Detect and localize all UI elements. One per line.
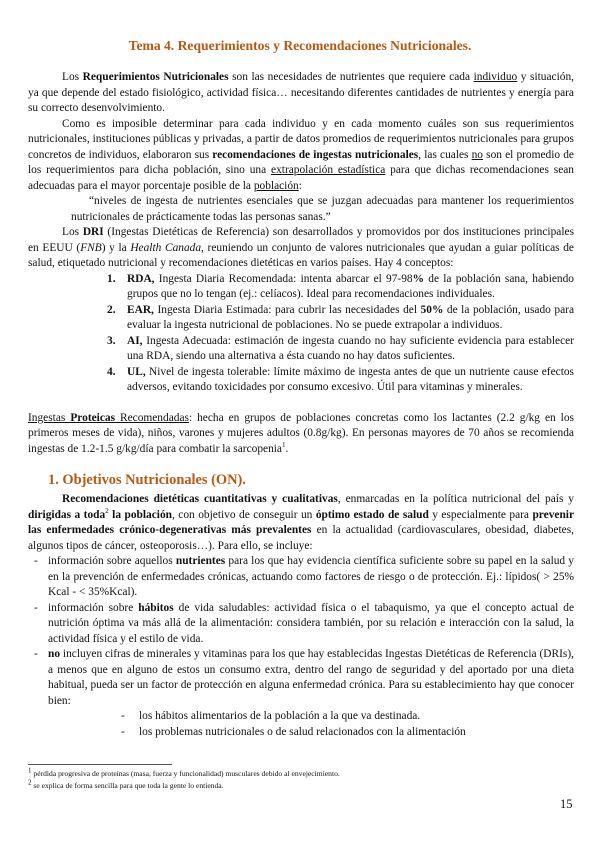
dash-marker: -: [34, 601, 38, 614]
bold-term: Requerimientos Nutricionales: [82, 71, 229, 83]
list-item: [28, 725, 574, 741]
footnote-mark: 1: [28, 766, 32, 775]
underlined-heading: [28, 412, 189, 424]
text-run: información sobre aquellos: [48, 555, 176, 567]
list-item: [28, 554, 574, 601]
text-run: los problemas nutricionales o de salud relacionados con la alimentación: [139, 725, 466, 738]
bold-term: hábitos: [138, 601, 174, 614]
dri-list: [28, 272, 574, 396]
dash-marker: -: [121, 710, 125, 722]
bold-term: no: [48, 648, 61, 660]
underlined-term: extrapolación estadística: [271, 164, 386, 176]
definition-quote: “niveles de ingesta de nutrientes esenciales que se juzgan adecuadas para mantener los requerimientos nutricionales de prácticamente todas las personas sanas.”: [71, 195, 574, 223]
dri-item: [28, 303, 574, 334]
footnote-text: pérdida progresiva de proteínas (masa, fuerza y funcionalidad) musculares debido al envejecimiento.: [31, 769, 340, 778]
protein-paragraph: [28, 411, 574, 458]
dash-marker: -: [34, 555, 38, 567]
bold-term: óptimo estado de salud: [315, 508, 429, 521]
text-run: Nivel de ingesta tolerable: límite máximo de ingesta antes de que un nutriente cause efectos adversos, evitando toxicidades por consumo excesivo. Útil para vitaminas y minerales.: [127, 365, 574, 393]
dri-item: [28, 334, 574, 365]
text-run: en la actualidad (cardiovasculares, obesidad, diabetes, algunos tipos de cáncer, osteoporosis…). Para ello, se incluye:: [28, 524, 574, 552]
underlined-term: no: [471, 148, 483, 161]
dri-item: [28, 272, 574, 303]
text-run: , con objetivo de conseguir un: [171, 508, 316, 521]
text-run: , reuniendo un conjunto de valores nutricionales que ayudan a guiar políticas de salud, etiquetado nutricional y recomendaciones dietéticas en varios países. Hay 4 conceptos:: [28, 241, 574, 269]
text-run: de la población sana, habiendo grupos que no lo tengan (ej.: celíacos). Ideal para recomendaciones individuales.: [127, 272, 575, 300]
text-run: información sobre: [48, 601, 139, 614]
text-run: son el promedio de los requerimientos para dicha población, sino una: [28, 148, 574, 176]
list-item: [28, 601, 574, 648]
dash-marker: -: [34, 648, 38, 660]
list-item: [28, 709, 574, 725]
page-title: Tema 4. Requerimientos y Recomendaciones Nutricionales.: [128, 38, 472, 53]
footnote: [28, 768, 574, 780]
text-run: Los: [62, 71, 83, 83]
footnotes: [28, 768, 574, 791]
text-run: son las necesidades de nutrientes que requiere cada: [228, 71, 474, 83]
dri-item: [28, 365, 574, 396]
document-body: [28, 70, 574, 740]
dri-abbr: UL,: [127, 365, 146, 378]
text-run: incluyen cifras de minerales y vitaminas para los que hay establecidas Ingestas Dietéticas de Referencia (DRIs), a menos que en alguno de estos un consumo extra, dentro del rango de seguridad y del aportado por una dieta habitual, pueda ser un factor de protección en alguna enfermedad crónica. Para su establecimiento hay que conocer bien:: [48, 648, 574, 707]
underlined-term: individuo: [473, 71, 518, 83]
intro-paragraph: [28, 70, 574, 117]
section-number: 1.: [48, 472, 59, 488]
text-run: para los que hay evidencia científica suficiente sobre su papel en la salud y en la prevención de enfermedades crónicas, actuando como factores de riesgo o de protección. Ej.: lípidos( > 25% Kcal - < 35%Kcal).: [48, 555, 575, 598]
spacer: [28, 396, 574, 411]
section-heading: [48, 470, 574, 490]
footnote-divider: [28, 764, 172, 765]
text-run: , las cuales: [418, 148, 472, 161]
section-title: Objetivos Nutricionales (ON).: [62, 472, 246, 488]
dri-abbr: AI,: [127, 334, 143, 347]
text-run: : hecha en grupos de poblaciones concretas como los lactantes (2.2 g/kg en los primeros meses de vida), niños, varones y mujeres adultos (0.8g/kg). En personas mayores de 70 años se recomienda ingestas de 1.2-1.5 g/kg/día para combatir la sarcopenia: [28, 411, 574, 455]
text-run: Como es imposible determinar para cada individuo y en cada momento cuáles son sus requerimientos nutricionales, instituciones públicas y privadas, a partir de datos promedios de requerimientos nutricionales para grupos concretos de individuos, elaboraron sus: [28, 117, 574, 161]
text-run: Ingestas: [28, 411, 71, 424]
text-run: , enmarcadas en la política nutricional del país y: [337, 493, 574, 505]
footnote-text: se explica de forma sencilla para que toda la gente lo entienda.: [31, 780, 224, 790]
bold-term: %: [412, 272, 425, 285]
text-run: de vida saludables: actividad física o el tabaquismo, ya que el concepto actual de nutrición óptima va más allá de la alimentación: considera también, por su relación e interacción con la salud, la actividad física y el estilo de vida.: [48, 601, 574, 645]
text-run: los hábitos alimentarios de la población a la que va destinada.: [139, 710, 421, 722]
dri-paragraph: [28, 225, 574, 272]
requirements-sublist: [28, 709, 574, 740]
text-run: y situación, ya que depende del estado fisiológico, actividad física… necesitando diferentes cantidades de nutrientes y energía para su correcto desenvolvimiento.: [28, 71, 574, 114]
underlined-term: población: [253, 179, 299, 192]
text-run: (Ingestas Dietéticas de Referencia) son desarrollados y promovidos por dos instituciones principales en EEUU (: [28, 226, 575, 254]
dri-abbr: EAR,: [127, 303, 154, 316]
list-item: [28, 647, 574, 709]
footnote-ref[interactable]: 2: [105, 506, 109, 515]
bold-term: dirigidas a toda: [28, 508, 106, 521]
footnote-ref[interactable]: 1: [282, 440, 286, 449]
list-number: 4.: [107, 365, 116, 378]
footnote: [28, 777, 574, 792]
bold-term: Proteicas: [70, 411, 116, 424]
objectives-paragraph: [28, 492, 574, 554]
text-run: y especialmente para: [428, 508, 533, 521]
bold-term: 50%: [420, 303, 444, 316]
dri-abbr: RDA,: [127, 272, 155, 285]
text-run: Los: [62, 226, 83, 238]
bold-term: nutrientes: [175, 555, 226, 567]
text-run: :: [298, 179, 302, 192]
text-run: Ingesta Adecuada: estimación de ingesta cuando no hay suficiente evidencia para establecer una RDA, siendo una alternativa a ésta cuando no hay datos suficientes.: [127, 334, 574, 362]
list-number: 2.: [107, 303, 116, 316]
dash-marker: -: [121, 725, 125, 738]
footnote-mark: 2: [28, 777, 32, 786]
bold-term: DRI: [82, 226, 104, 238]
text-run: de la población, usado para evaluar la ingesta nutricional de poblaciones. No se puede extrapolar a individuos.: [127, 303, 574, 331]
text-run: para que dichas recomendaciones sean adecuadas para el mayor porcentaje posible de la: [28, 164, 575, 192]
page-number: 15: [560, 797, 573, 811]
bold-term: la población: [108, 508, 172, 521]
italic-term: Health Canada: [130, 241, 202, 254]
text-run: Ingesta Diaria Estimada: para cubrir las necesidades del: [153, 303, 421, 316]
italic-term: FNB: [80, 241, 102, 254]
recommendations-paragraph: [28, 117, 574, 195]
objectives-list: [28, 554, 574, 709]
text-run: .: [285, 442, 289, 455]
bold-term: Recomendaciones dietéticas cuantitativas y cualitativas: [62, 493, 338, 505]
list-number: 3.: [107, 334, 116, 347]
text-run: Ingesta Diaria Recomendada: intenta abarcar el 97-98: [154, 272, 413, 285]
text-run: ) y la: [101, 241, 131, 254]
bold-term: prevenir las enfermedades crónico-degenerativas más prevalentes: [28, 508, 575, 536]
bold-term: recomendaciones de ingestas nutricionales: [212, 148, 419, 161]
text-run: Recomendadas: [115, 411, 189, 424]
list-number: 1.: [107, 272, 116, 285]
